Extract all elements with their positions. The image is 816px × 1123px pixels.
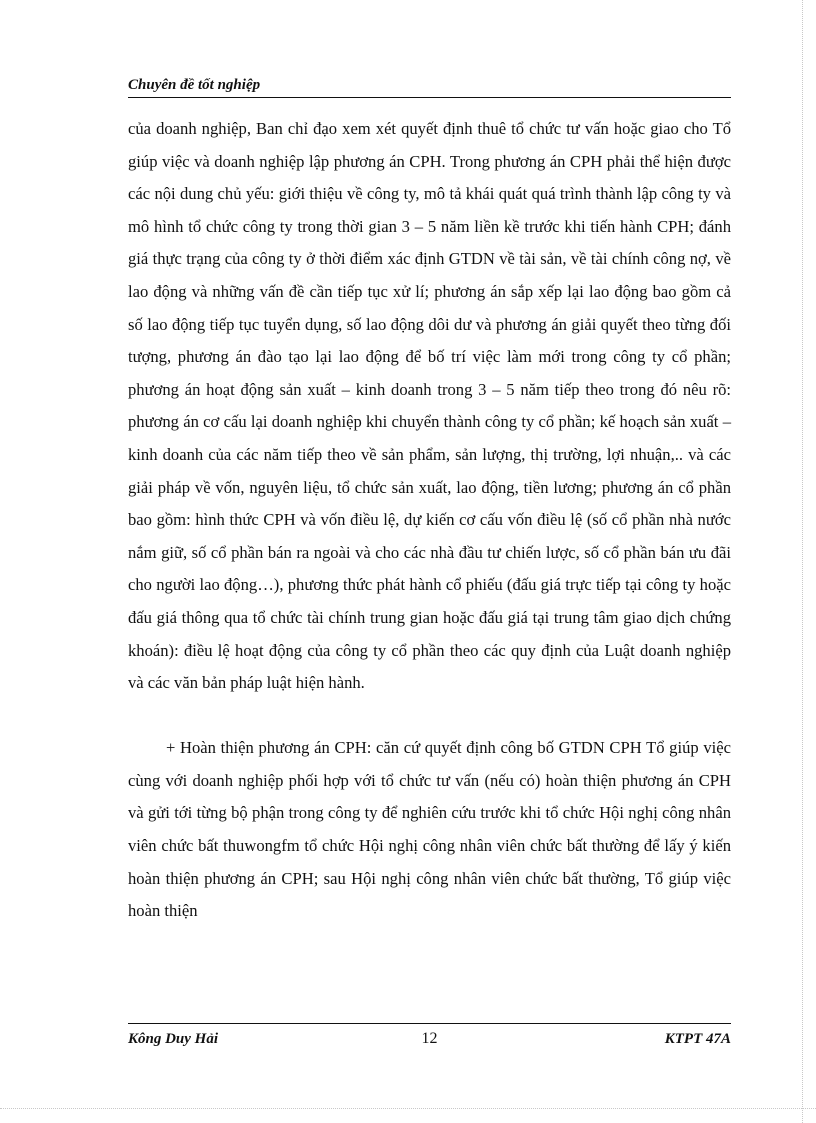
page-footer bbox=[128, 1029, 731, 1049]
footer-class-code: KTPT 47A bbox=[664, 1031, 731, 1047]
footer-author: Kông Duy Hải bbox=[128, 1031, 219, 1047]
page-edge-right bbox=[802, 0, 803, 1123]
body-text bbox=[128, 113, 731, 928]
footer-page-number: 12 bbox=[421, 1030, 438, 1047]
page-header-title: Chuyên đề tốt nghiệp bbox=[128, 77, 261, 93]
body-paragraph-2: + Hoàn thiện phương án CPH: căn cứ quyết định công bố GTDN CPH Tổ giúp việc cùng với doanh nghiệp phối hợp với tổ chức tư vấn (nếu có) hoàn thiện phương án CPH và gửi tới từng bộ phận trong công ty để nghiên cứu trước khi tổ chức Hội nghị công nhân viên chức bất thuwongfm tổ chức Hội nghị công nhân viên chức bất thường để lấy ý kiến hoàn thiện phương án CPH; sau Hội nghị công nhân viên chức bất thường, Tổ giúp việc hoàn thiện bbox=[128, 738, 731, 921]
body-paragraph-1: của doanh nghiệp, Ban chỉ đạo xem xét quyết định thuê tổ chức tư vấn hoặc giao cho Tổ giúp việc và doanh nghiệp lập phương án CPH. Trong phương án CPH phải thể hiện được các nội dung chủ yếu: giới thiệu về công ty, mô tả khái quát quá trình thành lập công ty và mô hình tổ chức công ty trong thời gian 3 – 5 năm liền kề trước khi tiến hành CPH; đánh giá thực trạng của công ty ở thời điểm xác định GTDN về tài sản, về tài chính công nợ, về lao động và những vấn đề cần tiếp tục xử lí; phương án sắp xếp lại lao động bao gồm cả số lao động tiếp tục tuyển dụng, số lao động dôi dư và phương án giải quyết theo từng đối tượng, phương án đào tạo lại lao động để bố trí việc làm mới trong công ty cổ phần; phương án hoạt động sản xuất – kinh doanh trong 3 – 5 năm tiếp theo trong đó nêu rõ: phương án cơ cấu lại doanh nghiệp khi chuyển thành công ty cổ phần; kế hoạch sản xuất – kinh doanh của các năm tiếp theo về sản phẩm, sản lượng, thị trường, lợi nhuận,.. và các giải pháp về vốn, nguyên liệu, tổ chức sản xuất, lao động, tiền lương; phương án cổ phần bao gồm: hình thức CPH và vốn điều lệ, dự kiến cơ cấu vốn điều lệ (số cổ phần nhà nước nắm giữ, số cổ phần bán ra ngoài và cho các nhà đầu tư chiến lược, số cổ phần bán ưu đãi cho người lao động…), phương thức phát hành cổ phiếu (đấu giá trực tiếp tại công ty hoặc đấu giá thông qua tổ chức tài chính trung gian hoặc đấu giá tại trung tâm giao dịch chứng khoán): điều lệ hoạt động của công ty cổ phần theo các quy định của Luật doanh nghiệp và các văn bản pháp luật hiện hành. bbox=[128, 119, 731, 693]
page-edge-bottom bbox=[0, 1108, 816, 1109]
paragraph-spacer bbox=[128, 700, 731, 733]
header-divider bbox=[128, 97, 731, 98]
footer-divider bbox=[128, 1023, 731, 1024]
